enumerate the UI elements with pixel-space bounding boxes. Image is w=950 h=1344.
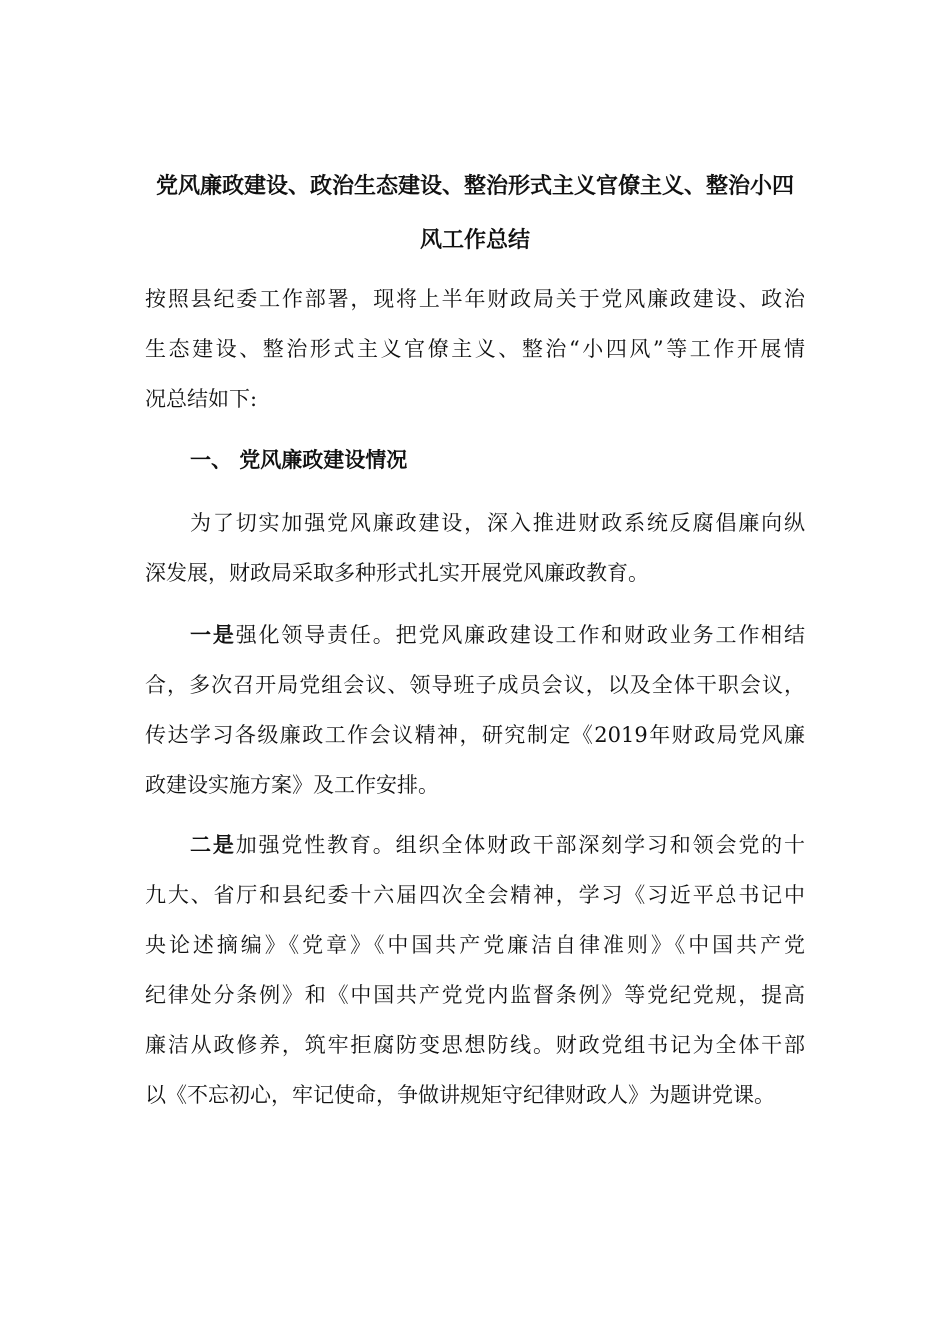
para3-line-3: 央论述摘编》《党章》《中国共产党廉洁自律准则》《中国共产党 <box>145 933 805 957</box>
para3-line-5: 廉洁从政修养，筑牢拒腐防变思想防线。财政党组书记为全体干部 <box>145 1033 805 1057</box>
intro-line-3: 况总结如下: <box>145 387 258 411</box>
para1-line-2: 深发展，财政局采取多种形式扎实开展党风廉政教育。 <box>145 561 649 585</box>
para2-line-1 <box>190 620 805 650</box>
para3-line-6: 以《不忘初心，牢记使命，争做讲规矩守纪律财政人》为题讲党课。 <box>145 1083 775 1107</box>
para3-line-4: 纪律处分条例》和《中国共产党党内监督条例》等党纪党规，提高 <box>145 983 805 1007</box>
para2-lead: 一是 <box>190 623 236 647</box>
document-title-line-2: 风工作总结 <box>419 228 530 253</box>
section-heading: 一、 党风廉政建设情况 <box>190 448 408 472</box>
para2-line-2: 合，多次召开局党组会议、领导班子成员会议，以及全体干职会议， <box>145 673 805 697</box>
para3-first-rest: 加强党性教育。组织全体财政干部深刻学习和领会党的十 <box>235 833 806 857</box>
para3-line-1 <box>190 830 805 860</box>
document-title-line-1: 党风廉政建设、政治生态建设、整治形式主义官僚主义、整治小四 <box>155 174 794 199</box>
para2-line-3: 传达学习各级廉政工作会议精神，研究制定《2019年财政局党风廉 <box>145 723 805 747</box>
intro-line-2: 生态建设、整治形式主义官僚主义、整治“小四风”等工作开展情 <box>145 337 805 361</box>
para3-line-2: 九大、省厅和县纪委十六届四次全会精神，学习《习近平总书记中 <box>145 883 805 907</box>
intro-line-1: 按照县纪委工作部署，现将上半年财政局关于党风廉政建设、政治 <box>145 287 805 311</box>
para2-first-rest: 强化领导责任。把党风廉政建设工作和财政业务工作相结 <box>235 623 806 647</box>
para1-line-1: 为了切实加强党风廉政建设，深入推进财政系统反腐倡廉向纵 <box>190 511 805 535</box>
para2-line-4: 政建设实施方案》及工作安排。 <box>145 773 439 797</box>
para3-lead: 二是 <box>190 833 236 857</box>
